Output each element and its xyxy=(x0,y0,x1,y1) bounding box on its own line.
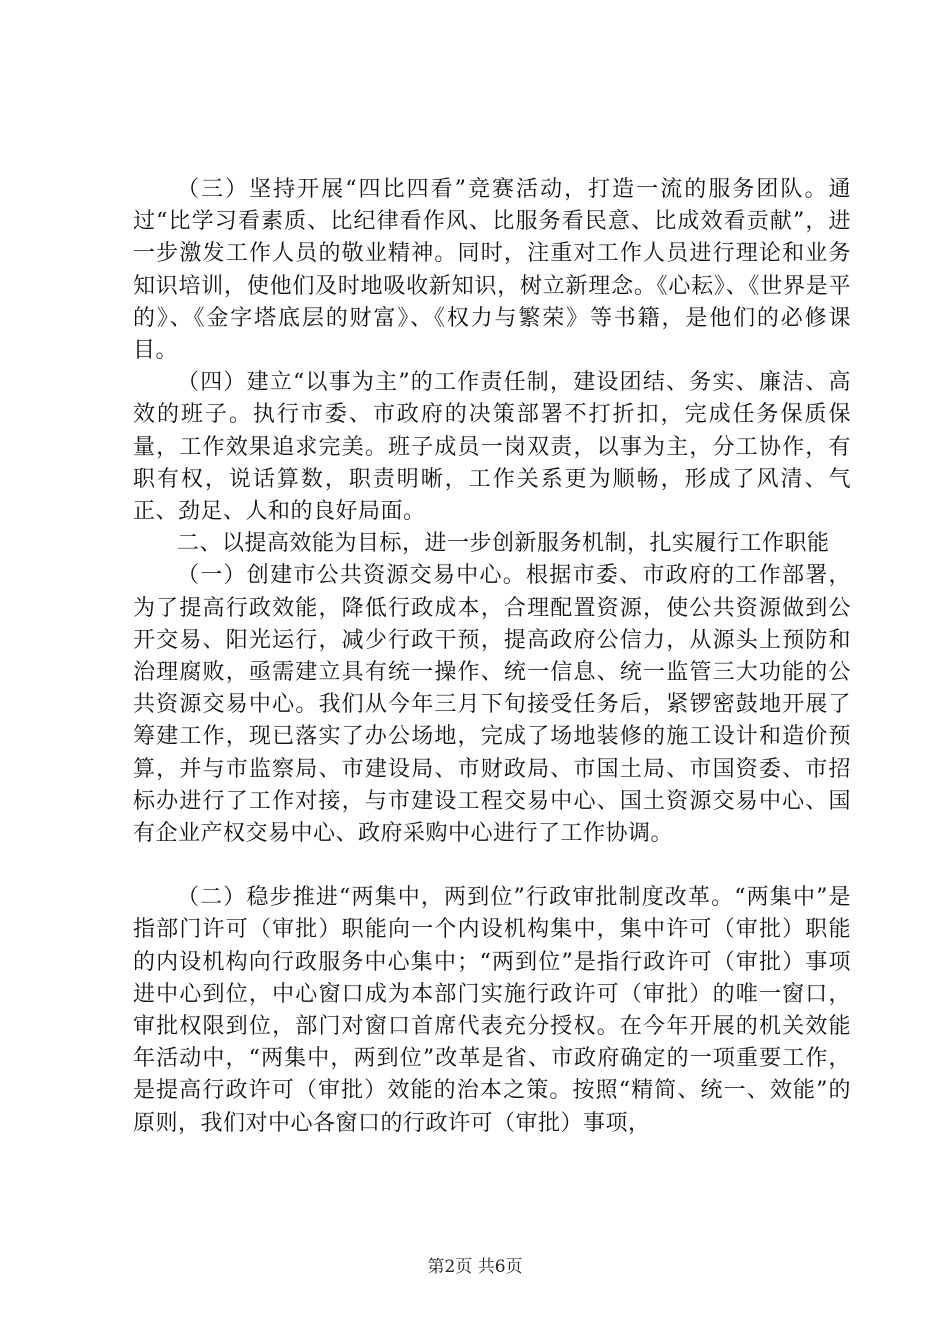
paragraph-subsection-one: （一）创建市公共资源交易中心。根据市委、市政府的工作部署，为了提高行政效能，降低行政成本，合理配置资源，使公共资源做到公开交易、阳光运行，减少行政干预，提高政府公信力，从源头上预防和治理腐败，亟需建立具有统一操作、统一信息、统一监管三大功能的公共资源交易中心。我们从今年三月下旬接受任务后，紧锣密鼓地开展了筹建工作，现已落实了办公场地，完成了场地装修的施工设计和造价预算，并与市监察局、市建设局、市财政局、市国土局、市国资委、市招标办进行了工作对接，与市建设工程交易中心、国土资源交易中心、国有企业产权交易中心、政府采购中心进行了工作协调。 xyxy=(133,563,851,847)
paragraph-subsection-two: （二）稳步推进“两集中，两到位”行政审批制度改革。“两集中”是指部门许可（审批）职能向一个内设机构集中，集中许可（审批）职能的内设机构向行政服务中心集中；“两到位”是指行政许可（审批）事项进中心到位，中心窗口成为本部门实施行政许可（审批）的唯一窗口，审批权限到位，部门对窗口首席代表充分授权。在今年开展的机关效能年活动中，“两集中，两到位”改革是省、市政府确定的一项重要工作，是提高行政许可（审批）效能的治本之策。按照“精简、统一、效能”的原则，我们对中心各窗口的行政许可（审批）事项， xyxy=(133,885,851,1136)
paragraph-section-three: （三）坚持开展“四比四看”竞赛活动，打造一流的服务团队。通过“比学习看素质、比纪律看作风、比服务看民意、比成效看贡献”，进一步激发工作人员的敬业精神。同时，注重对工作人员进行理论和业务知识培训，使他们及时地吸收新知识，树立新理念。《心耘》、《世界是平的》、《金字塔底层的财富》、《权力与繁荣》等书籍，是他们的必修课目。 xyxy=(133,177,851,364)
document-body xyxy=(133,174,851,1140)
page-number-footer: 第2页 共6页 xyxy=(427,1257,523,1277)
section-heading-two: 二、以提高效能为目标，进一步创新服务机制，扎实履行工作职能 xyxy=(177,531,830,557)
paragraph-section-four: （四）建立“以事为主”的工作责任制，建设团结、务实、廉洁、高效的班子。执行市委、市政府的决策部署不打折扣，完成任务保质保量，工作效果追求完美。班子成员一岗双责，以事为主，分工协作，有职有权，说话算数，职责明晰，工作关系更为顺畅，形成了风清、气正、劲足、人和的良好局面。 xyxy=(133,370,851,525)
